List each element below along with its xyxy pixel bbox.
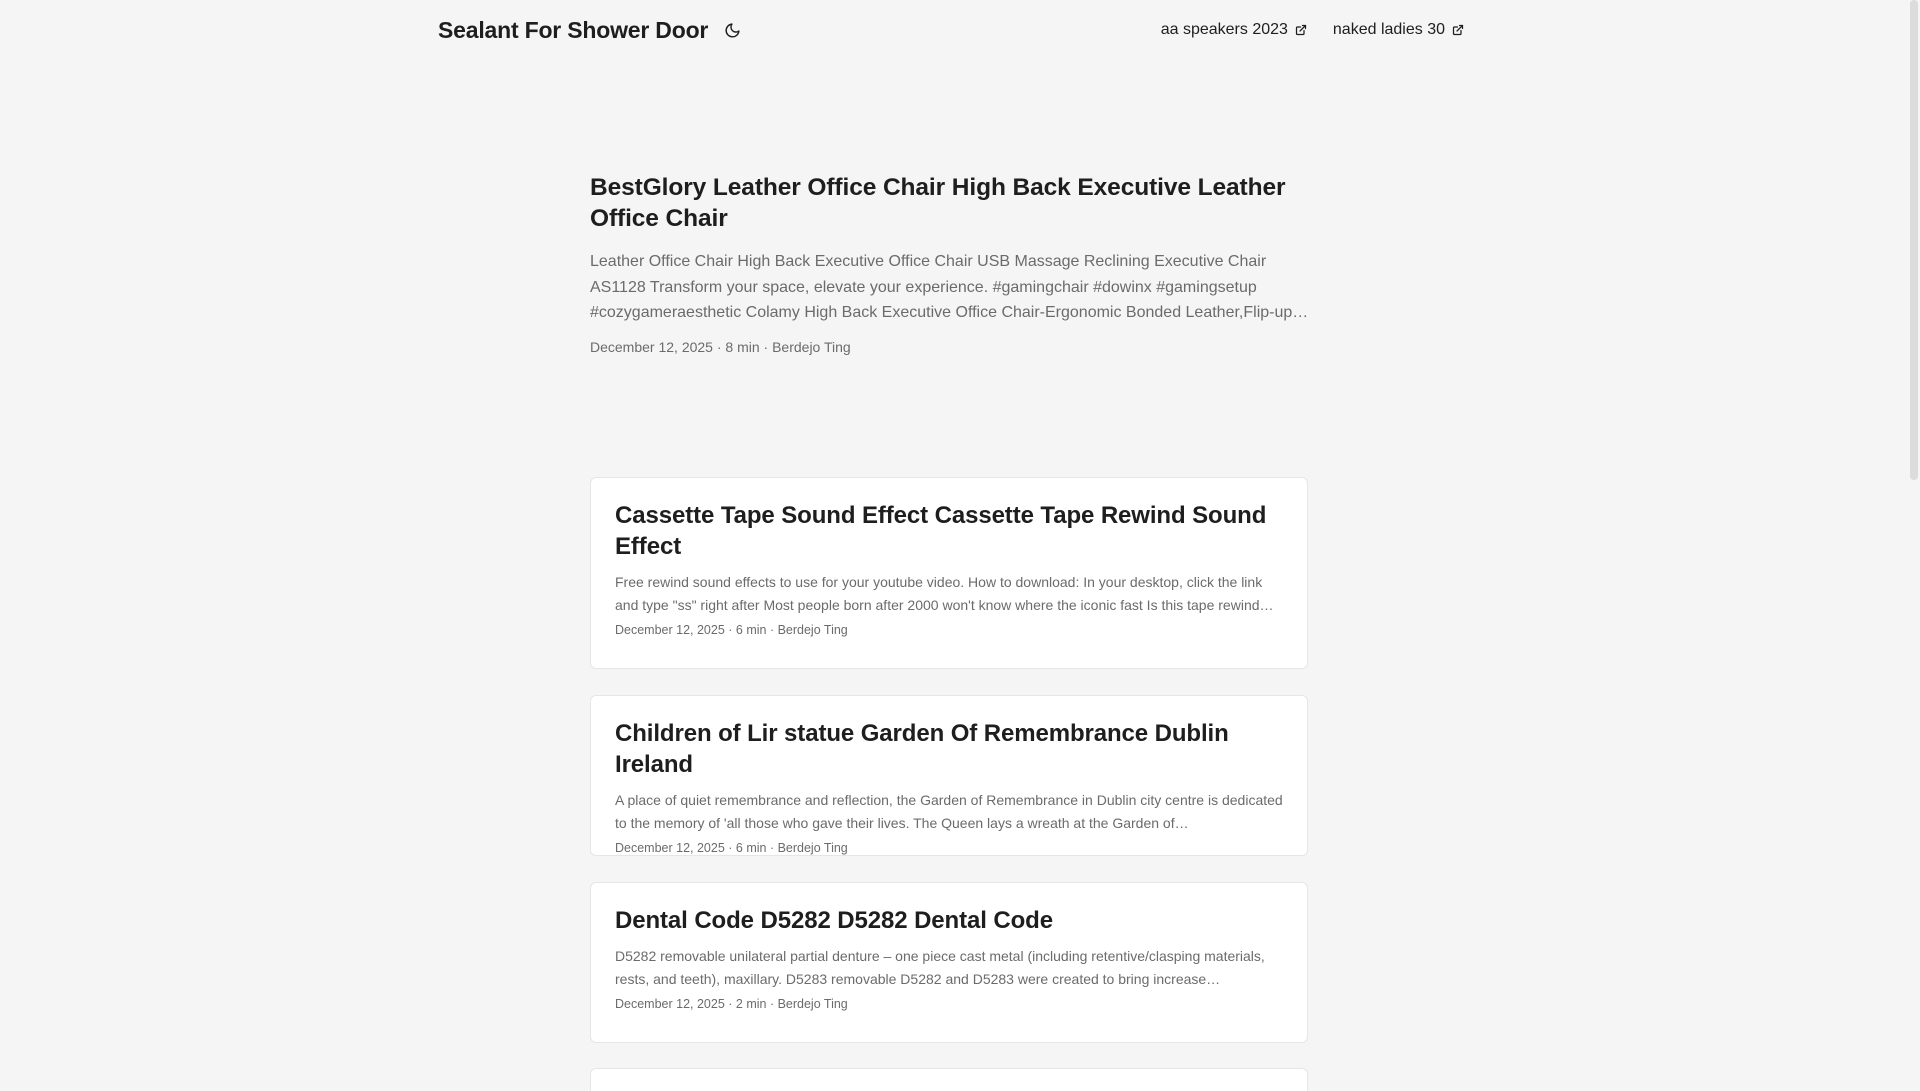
site-title-link[interactable]: Sealant For Shower Door [438, 16, 709, 43]
post-card[interactable] [590, 477, 1308, 669]
post-card[interactable] [590, 882, 1308, 1043]
first-entry-summary: Leather Office Chair High Back Executive Office Chair USB Massage Reclining Executive Chair AS1128 Transform your space, elevate your experience. #gamingchair #dowinx #gamingsetup #cozygameraesthetic Colamy High Back Executive Office Chair-Ergonomic Bonded Leather,Flip-up… [590, 253, 1309, 321]
menu-link-label: naked ladies 30 [1332, 21, 1445, 38]
moon-icon[interactable] [722, 20, 742, 40]
post-summary: A place of quiet remembrance and reflection, the Garden of Remembrance in Dublin city centre is dedicated to the memory of 'all those who gave their lives. The Queen lays a wreath at the Garden of [615, 792, 1283, 831]
post-meta: December 12, 2025 · 6 min · Berdejo Ting [615, 841, 848, 855]
post-meta: December 12, 2025 · 2 min · Berdejo Ting [615, 997, 848, 1011]
site-header [438, 0, 1464, 60]
post-title[interactable]: Dental Code D5282 D5282 Dental Code [615, 907, 1053, 934]
scrollbar-thumb[interactable] [1910, 0, 1918, 480]
menu-link-aa-speakers[interactable] [1161, 21, 1307, 39]
first-entry [590, 172, 1310, 355]
menu-link-label: aa speakers 2023 [1160, 21, 1288, 38]
post-title[interactable]: Cassette Tape Sound Effect Cassette Tape Rewind Sound Effect [615, 502, 1267, 560]
brand [438, 17, 742, 44]
post-summary: D5282 removable unilateral partial denture – one piece cast metal (including retentive/clasping materials, rests, and teeth), maxillary. D5283 removable D5282 and D5283 were created to bring increase [615, 948, 1265, 987]
post-meta: December 12, 2025 · 6 min · Berdejo Ting [615, 623, 848, 637]
post-card[interactable] [590, 695, 1308, 856]
external-link-icon [1295, 24, 1307, 36]
external-link-icon [1452, 24, 1464, 36]
post-summary: Free rewind sound effects to use for your youtube video. How to download: In your desktop, click the link and type "ss" right after Most people born after 2000 won't know where the iconic fast Is this tape rewind… [615, 574, 1274, 613]
first-entry-meta: December 12, 2025 · 8 min · Berdejo Ting [590, 338, 851, 355]
top-menu [1161, 21, 1464, 39]
menu-link-naked-ladies[interactable] [1333, 21, 1464, 39]
first-entry-title[interactable]: BestGlory Leather Office Chair High Back Executive Leather Office Chair [590, 174, 1286, 232]
post-title[interactable]: Children of Lir statue Garden Of Remembrance Dublin Ireland [615, 720, 1229, 778]
scrollbar[interactable] [1908, 0, 1920, 1080]
